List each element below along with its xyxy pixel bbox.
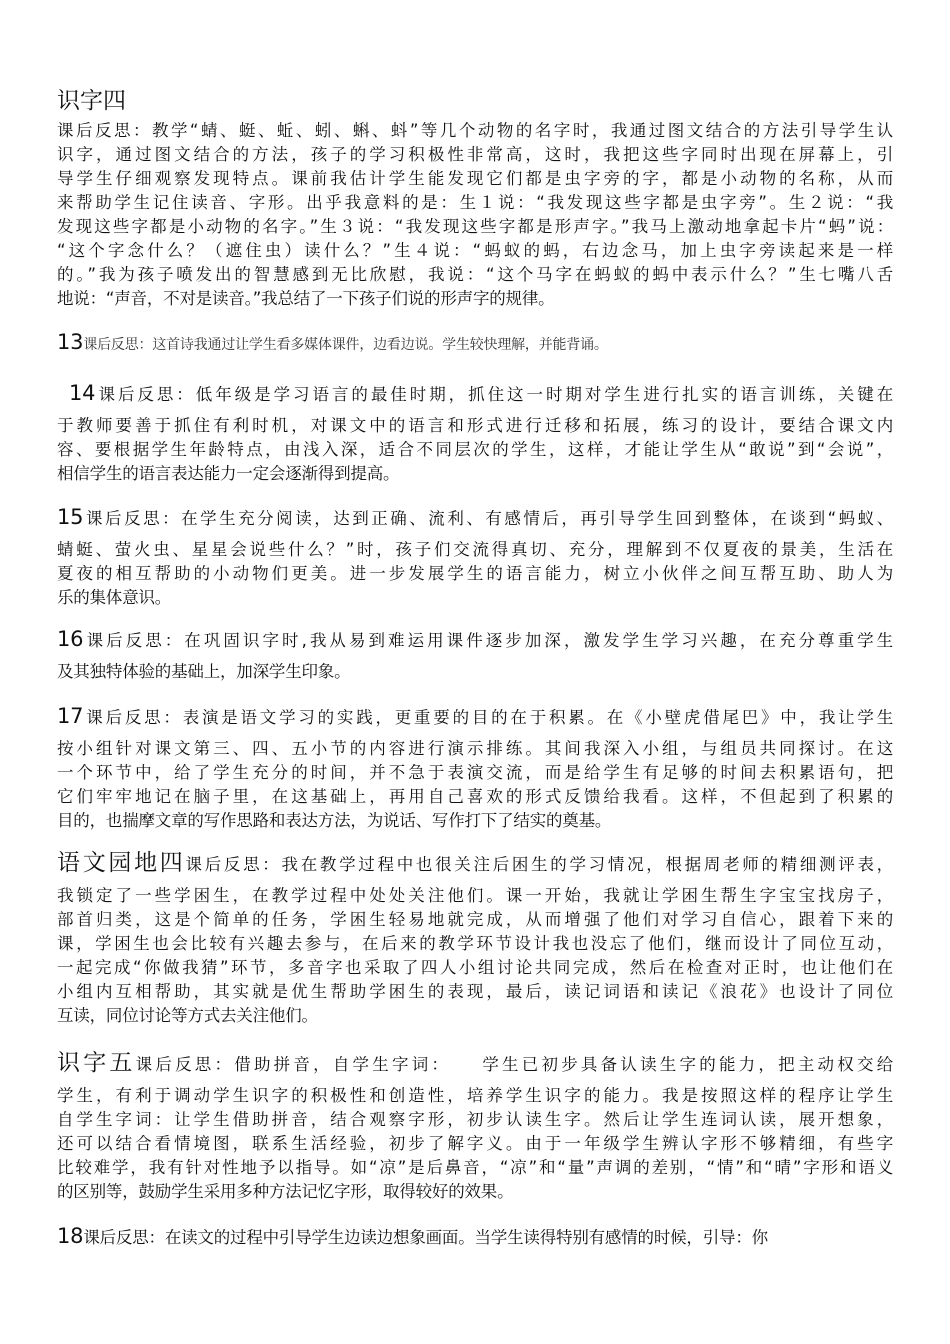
- line-text: 按小组针对课文第三、四、五小节的内容进行演示排练。其间我深入小组，与组员共同探讨。在这: [57, 739, 893, 758]
- text-line: [57, 414, 893, 438]
- text-line: [57, 932, 893, 956]
- text-line: [57, 737, 893, 761]
- text-line: [57, 330, 893, 354]
- text-line: [57, 1224, 893, 1248]
- reflection-section: [57, 119, 893, 311]
- line-text: 课后反思：在巩固识字时,我从易到难运用课件逐步加深，激发学生学习兴趣，在充分尊重学生: [83, 631, 893, 650]
- reflection-section: [57, 1224, 893, 1248]
- line-text: 比较难学，我有针对性地予以指导。如“凉”是后鼻音，“凉”和“量”声调的差别，“情”和“晴”字形和语义: [57, 1158, 893, 1177]
- line-text: 一个环节中，给了学生充分的时间，并不急于表演交流，而是给学生有足够的时间去积累语句，把: [57, 763, 893, 782]
- text-line: [57, 624, 893, 660]
- text-line: [57, 562, 893, 586]
- text-line: [57, 809, 893, 833]
- text-line: [57, 438, 893, 462]
- line-text: 蜻蜓、萤火虫、星星会说些什么？”时，孩子们交流得真切、充分，理解到不仅夏夜的景美，生活在: [57, 540, 893, 559]
- section-label: 13: [57, 330, 84, 354]
- text-line: [57, 1180, 893, 1204]
- line-text: 乐的集体意识。: [57, 588, 172, 607]
- text-line: [57, 462, 893, 486]
- line-text: 它们牢牢地记在脑子里，在这基础上，再用自己喜欢的形式反馈给我看。这样，不但起到了积累的: [57, 787, 893, 806]
- reflection-section: [57, 330, 893, 354]
- line-text: 的。”我为孩子喷发出的智慧感到无比欣慰，我说：“这个马字在蚂蚁的蚂中表示什么？”生七嘴八舌: [57, 265, 893, 284]
- line-text: 来帮助学生记住读音、字形。出乎我意料的是：生１说：“我发现这些字都是虫字旁”。生２说：“我: [57, 193, 893, 212]
- line-text: 地说：“声音，不对是读音。”我总结了一下孩子们说的形声字的规律。: [57, 289, 555, 308]
- line-text: 我锁定了一些学困生，在教学过程中处处关注他们。课一开始，我就让学困生帮生字宝宝找房子，: [57, 886, 893, 905]
- line-text: 学生，有利于调动学生识字的积极性和创造性，培养学生识字的能力。我是按照这样的程序让学生: [57, 1086, 893, 1105]
- text-line: [57, 1048, 893, 1084]
- text-line: [57, 1084, 893, 1108]
- text-line: [57, 167, 893, 191]
- line-text: 还可以结合看情境图，联系生活经验，初步了解字义。由于一年级学生辨认字形不够精细，有些字: [57, 1134, 893, 1153]
- text-line: [57, 908, 893, 932]
- line-text: 小组内互相帮助，其实就是优生帮助学困生的表现，最后，读记词语和读记《浪花》也设计了同位: [57, 982, 893, 1001]
- section-label: 16: [57, 627, 84, 651]
- line-text: 课后反思：这首诗我通过让学生看多媒体课件，边看边说。学生较快理解，并能背诵。: [83, 337, 608, 353]
- page-title: 识字四: [57, 88, 126, 114]
- line-text: 课后反思：教学“蜻、蜓、蚯、蚓、蝌、蚪”等几个动物的名字时，我通过图文结合的方法引导学生认: [57, 121, 893, 140]
- line-text: 一起完成“你做我猜”环节，多音字也采取了四人小组讨论共同完成，然后在检查对正时，也让他们在: [57, 958, 893, 977]
- text-line: [57, 1108, 893, 1132]
- text-line: [57, 1004, 893, 1028]
- line-text: 课后反思：我在教学过程中也很关注后困生的学习情况，根据周老师的精细测评表，: [185, 855, 893, 874]
- text-line: [57, 956, 893, 980]
- line-text: 课，学困生也会比较有兴趣去参与，在后来的教学环节设计我也没忘了他们，继而设计了同位互动，: [57, 934, 893, 953]
- text-line: [57, 119, 893, 143]
- text-line: [57, 191, 893, 215]
- text-line: [57, 1132, 893, 1156]
- text-line: [57, 143, 893, 167]
- text-line: [57, 761, 893, 785]
- line-text: 目的，也揣摩文章的写作思路和表达方法，为说话、写作打下了结实的奠基。: [57, 811, 612, 830]
- section-label: 15: [57, 505, 84, 529]
- line-text: 课后反思：在读文的过程中引导学生边读边想象画面。当学生读得特别有感情的时候，引导：你: [83, 1228, 768, 1247]
- line-text: “这个字念什么？（遮住虫）读什么？”生４说：“蚂蚁的蚂，右边念马，加上虫字旁读起来是一样: [57, 241, 893, 260]
- text-line: [57, 378, 893, 414]
- line-text: 自学生字词：让学生借助拼音，结合观察字形，初步认读生字。然后让学生连词认读，展开想象，: [57, 1110, 893, 1129]
- line-text: 部首归类，这是个简单的任务，学困生轻易地就完成，从而增强了他们对学习自信心，跟着下来的: [57, 910, 893, 929]
- line-text: 容、要根据学生年龄特点，由浅入深，适合不同层次的学生，这样，才能让学生从“敢说”到“会说”，: [57, 440, 893, 459]
- text-line: [57, 1156, 893, 1180]
- text-line: [57, 884, 893, 908]
- text-line: [57, 660, 893, 684]
- line-text: 课后反思：在学生充分阅读，达到正确、流利、有感情后，再引导学生回到整体，在谈到“蚂蚁、: [83, 509, 893, 528]
- line-text: 及其独特体验的基础上，加深学生印象。: [57, 662, 351, 681]
- text-line: [57, 785, 893, 809]
- line-text: 于教师要善于抓住有利时机，对课文中的语言和形式进行迁移和拓展，练习的设计，要结合课文内: [57, 416, 893, 435]
- line-text: 课后反思：借助拼音，自学生字词： 学生已初步具备认读生字的能力，把主动权交给: [135, 1055, 893, 1074]
- text-line: [57, 701, 893, 737]
- text-line: [57, 848, 893, 884]
- text-line: [57, 263, 893, 287]
- text-line: [57, 239, 893, 263]
- section-label: 14: [69, 381, 96, 405]
- reflection-section: [57, 701, 893, 833]
- text-line: [57, 287, 893, 311]
- reflection-section: [57, 1048, 893, 1204]
- reflection-section: [57, 502, 893, 610]
- line-text: 课后反思：表演是语文学习的实践，更重要的目的在于积累。在《小壁虎借尾巴》中，我让学生: [83, 708, 893, 727]
- text-line: [57, 586, 893, 610]
- text-line: [57, 502, 893, 538]
- line-text: 夏夜的相互帮助的小动物们更美。进一步发展学生的语言能力，树立小伙伴之间互帮互助、助人为: [57, 564, 893, 583]
- line-text: 互读，同位讨论等方式去关注他们。: [57, 1006, 318, 1025]
- reflection-section: [57, 848, 893, 1028]
- line-text: 识字，通过图文结合的方法，孩子的学习积极性非常高，这时，我把这些字同时出现在屏幕上，引: [57, 145, 893, 164]
- line-text: 相信学生的语言表达能力一定会逐渐得到提高。: [57, 464, 400, 483]
- section-label: 语文园地四: [57, 850, 186, 876]
- section-label: 18: [57, 1224, 84, 1248]
- section-label: 识字五: [57, 1050, 136, 1076]
- reflection-section: [57, 624, 893, 684]
- reflection-section: [57, 378, 893, 486]
- text-line: [57, 215, 893, 239]
- line-text: 的区别等，鼓励学生采用多种方法记忆字形，取得较好的效果。: [57, 1182, 514, 1201]
- line-text: 课后反思：低年级是学习语言的最佳时期，抓住这一时期对学生进行扎实的语言训练，关键在: [95, 385, 893, 404]
- line-text: 发现这些字都是小动物的名字。”生３说：“我发现这些字都是形声字。”我马上激动地拿起卡片“蚂”说：: [57, 217, 893, 236]
- line-text: 导学生仔细观察发现特点。课前我估计学生能发现它们都是虫字旁的字，都是小动物的名称，从而: [57, 169, 893, 188]
- section-label: 17: [57, 704, 84, 728]
- text-line: [57, 538, 893, 562]
- text-line: [57, 980, 893, 1004]
